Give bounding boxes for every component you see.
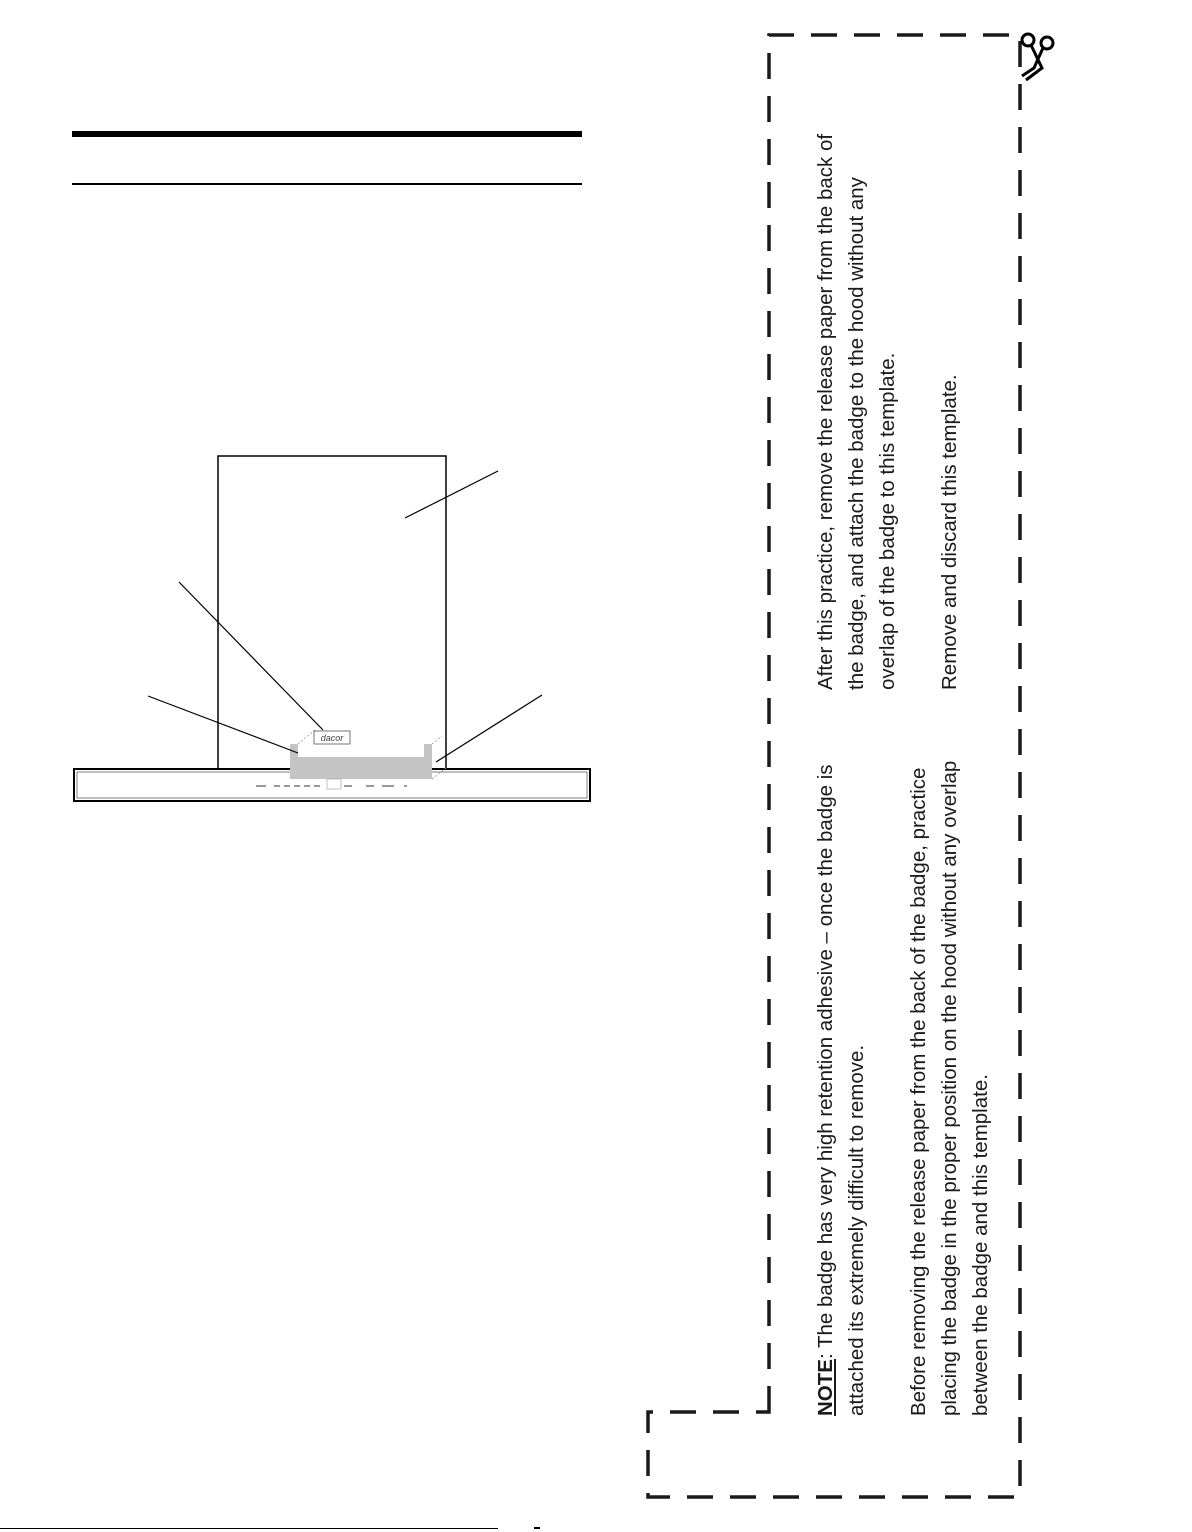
- remove-discard-text: Remove and discard this template.: [938, 374, 961, 690]
- scissors-icon: [1012, 28, 1064, 86]
- note-line-2: attached its extremely difficult to remove.: [845, 1044, 868, 1416]
- after-practice-line-3: overlap of the badge to this template.: [876, 352, 899, 690]
- instructions-after-practice: [810, 0, 965, 690]
- dacor-badge-logo: dacor: [320, 733, 344, 743]
- before-removing-line-2: placing the badge in the proper position on the hood without any overlap: [938, 760, 961, 1416]
- note-label: NOTE: [814, 1359, 837, 1416]
- after-practice-line-1: After this practice, remove the release paper from the back of: [814, 133, 837, 690]
- before-removing-line-1: Before removing the release paper from the back of the badge, practice: [907, 767, 930, 1416]
- instructions-note: [810, 716, 996, 1416]
- footer-rule: [0, 1528, 498, 1529]
- note-line-1-rest: : The badge has very high retention adhesive – once the badge is: [814, 764, 837, 1360]
- note-line-1: [810, 716, 841, 1416]
- after-practice-line-2: the badge, and attach the badge to the hood without any: [845, 177, 868, 690]
- before-removing-line-3: between the badge and this template.: [969, 1074, 992, 1416]
- footer-mark: [534, 1527, 540, 1529]
